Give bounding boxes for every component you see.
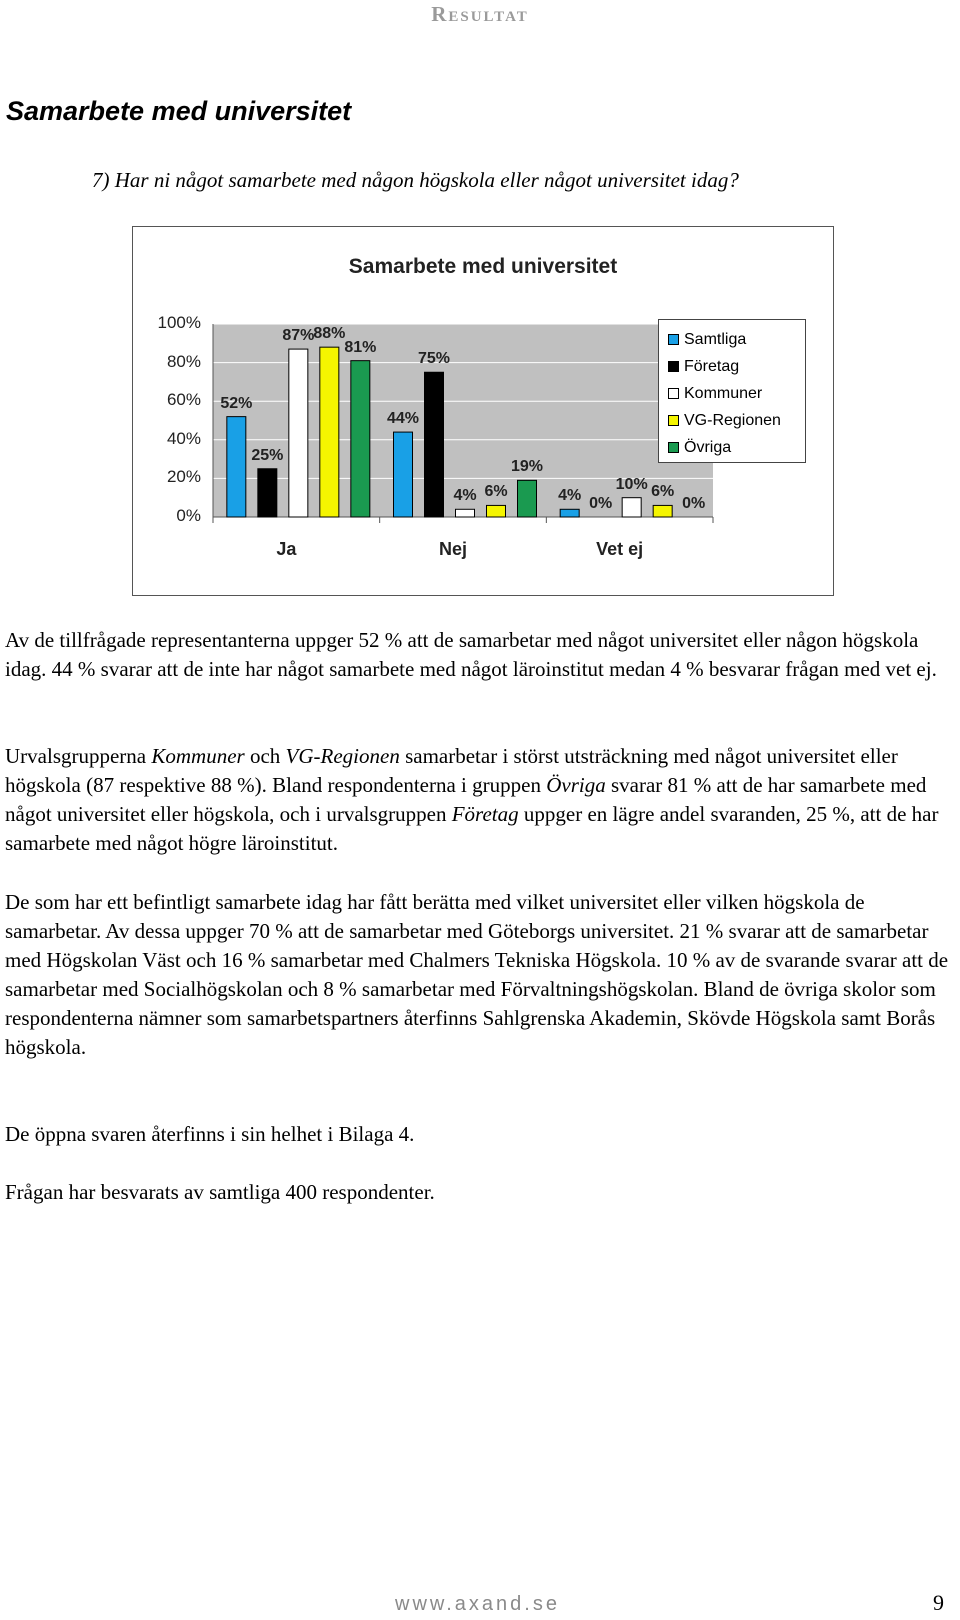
paragraph-summary: Av de tillfrågade representanterna uppger 52 % att de samarbetar med något universitet eller någon högskola idag. 44 % svarar att de inte har något samarbete med något läroinstitut medan 4 % besvarar frågan med vet ej. [5,628,937,681]
paragraph-partners: De som har ett befintligt samarbete idag har fått berätta med vilket universitet eller vilken högskola de samarbetar. Av dessa uppger 70 % att de samarbetar med Göteborgs universitet. 21 % svarar att de samarbetar med Högskolan Väst och 16 % samarbetar med Chalmers Tekniska Högskola. 10 % av de svarande svarar att de samarbetar med Socialhögskolan och 8 % samarbetar med Förvaltningshögskolan. Bland de övriga skolor som respondenterna nämner som samarbetspartners återfinns Sahlgrenska Akademin, Skövde Högskola samt Borås högskola. [5,890,949,1059]
text-run: samarbetar i störst utsträckning med något universitet eller högskola (87 respektive 88 %). Bland respondenterna i gruppen [5,744,898,797]
legend-item [659,326,805,353]
footer-url[interactable]: www.axand.se [395,1593,560,1615]
y-tick-label: 0% [176,506,201,525]
data-label: 0% [589,495,613,512]
bar-kommuner [456,509,475,517]
data-label: 19% [510,458,544,476]
data-label: 44% [386,410,420,428]
legend-item [659,407,805,434]
legend-label: Kommuner [684,384,763,402]
bar-f-retag [258,469,277,517]
legend-item [659,380,805,407]
data-label: 81% [344,338,377,356]
data-label: 6% [651,483,675,501]
text-run: och [244,744,286,768]
paragraph-respondents: Frågan har besvarats av samtliga 400 respondenter. [5,1180,435,1204]
page-number: 9 [933,1590,944,1615]
text-run: Urvalsgrupperna [5,744,152,768]
chart-title: Samarbete med universitet [348,255,618,278]
chart-legend [658,319,806,463]
legend-swatch [668,442,679,453]
legend-swatch [668,388,679,399]
x-tick-label: Ja [276,539,297,559]
section-title: Samarbete med universitet [6,96,352,126]
text-run: uppger en lägre andel svaranden, 25 %, att de har samarbete med något högre läroinstitut. [5,802,939,855]
legend-label: Övriga [684,438,732,456]
bar-chart [132,226,834,596]
bar-vg-regionen [320,347,339,517]
data-label: 25% [251,446,284,464]
text-run-italic: Övriga [546,773,606,797]
page-header: Resultat [431,2,529,26]
legend-item [659,353,805,380]
bar-kommuner [289,349,308,517]
y-tick-label: 60% [166,390,201,410]
text-run-italic: Kommuner [151,744,245,768]
bar-vg-regionen [487,505,506,517]
y-tick-label: 20% [166,467,201,487]
paragraph-appendix: De öppna svaren återfinns i sin helhet i Bilaga 4. [5,1122,415,1146]
data-label: 87% [282,327,315,345]
y-tick-label: 80% [166,351,201,371]
text-run: svarar 81 % att de har samarbete med något universitet eller högskola, och i urvalsgruppen [5,773,927,826]
legend-label: Företag [684,357,740,375]
bar--vriga [351,361,370,517]
bar-samtliga [227,417,246,517]
data-label: 4% [558,487,582,505]
legend-swatch [668,361,679,372]
text-run-italic: VG-Regionen [285,744,400,768]
y-tick-label: 40% [166,428,201,448]
data-label: 75% [417,350,451,368]
data-label: 88% [313,325,346,343]
x-tick-label: Nej [438,539,467,559]
x-tick-label: Vet ej [596,539,644,559]
data-label: 52% [220,394,253,412]
paragraph-groups [5,742,950,858]
legend-item [659,434,805,461]
question-text: 7) Har ni något samarbete med någon högskola eller något universitet idag? [92,168,739,192]
legend-swatch [668,334,679,345]
data-label: 0% [682,495,706,512]
legend-label: Samtliga [684,330,747,348]
y-tick-label: 100% [157,313,201,332]
bar-samtliga [394,432,413,517]
legend-label: VG-Regionen [684,411,781,429]
data-label: 6% [484,483,508,501]
data-label: 10% [615,475,648,493]
data-label: 4% [453,487,477,505]
legend-swatch [668,415,679,426]
text-run-italic: Företag [451,802,519,826]
